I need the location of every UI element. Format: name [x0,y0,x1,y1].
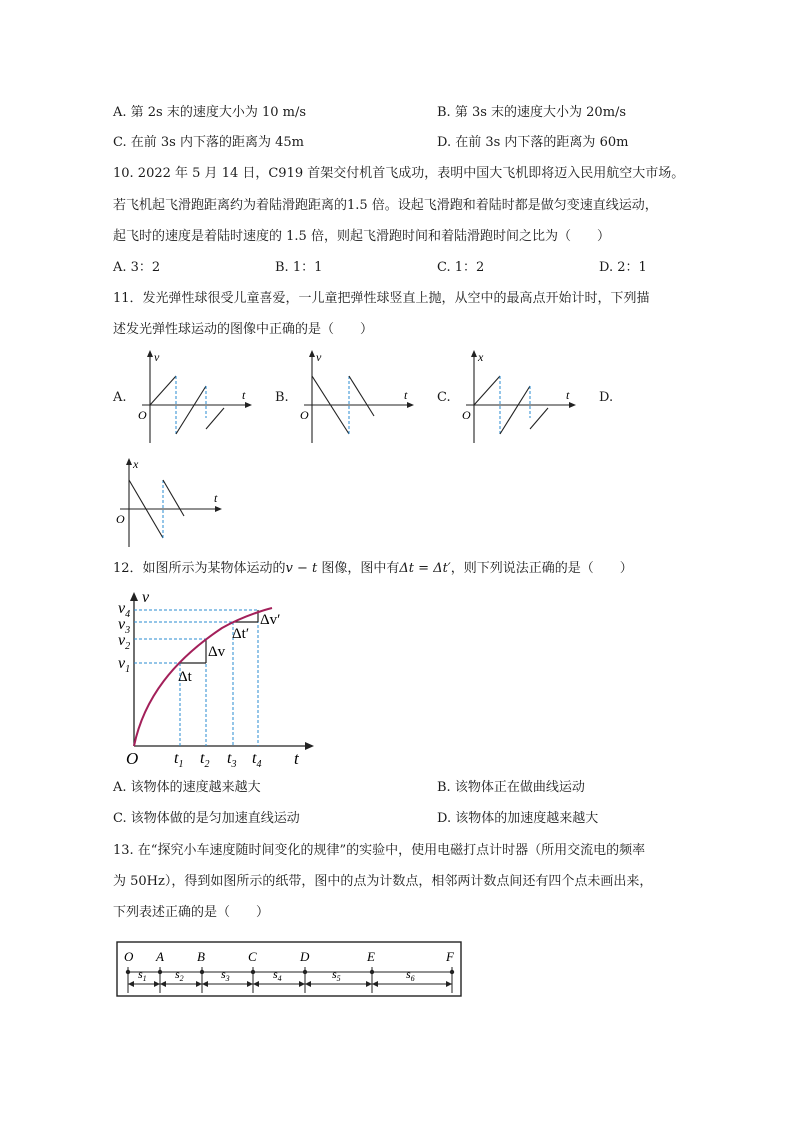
q12-option-b: B. 该物体正在做曲线运动 [437,780,585,795]
q13-seg-s4-sub: 4 [277,974,282,983]
q13-point-c: C [248,949,257,964]
q13-point-o: O [124,949,134,964]
q10-option-d: D. 2：1 [599,260,647,275]
q10-option-c: C. 1：2 [437,260,485,275]
q13-seg-s2: s [175,967,180,981]
q12-label-t1-sub: 1 [178,759,184,770]
q10-stem-line-3: 起飞时的速度是着陆时速度的 1.5 倍，则起飞滑跑时间和着陆滑跑时间之比为（ ） [113,229,610,244]
q12-label-v4: v [118,600,126,617]
q11-graph-a-xlabel: t [242,388,246,402]
q13-paper-tape [116,941,464,999]
q11-option-c-letter: C. [437,390,451,405]
q12-stem-math-vt: v − t [285,561,318,576]
q13-seg-s2-sub: 2 [179,974,184,983]
q10-stem-line-2: 若飞机起飞滑跑距离约为着陆滑跑距离的1.5 倍。设起飞滑跑和着陆时都是做匀变速直线运动， [113,198,658,213]
q12-label-v4-sub: 4 [125,609,131,620]
svg-text:s6 [406,967,415,983]
q11-option-d-letter: D. [599,390,614,405]
q11-graph-b-ylabel: v [316,350,322,364]
q12-label-t-axis: t [294,749,299,768]
q13-seg-s6-sub: 6 [410,974,415,983]
q13-point-f: F [446,949,454,964]
q13-seg-s3: s [221,967,226,981]
q12-stem-prefix: 12．如图所示为某物体运动的 [113,561,286,576]
q12-stem-math-dt: Δt = Δt′ [399,561,451,576]
q9-option-d: D. 在前 3s 内下落的距离为 60m [437,135,629,150]
q12-label-v3: v [118,616,126,633]
q9-option-a: A. 第 2s 末的速度大小为 10 m/s [113,105,307,120]
q11-graph-d-ylabel: x [133,457,139,471]
q11-stem-line-2: 述发光弹性球运动的图像中正确的是（ ） [113,322,374,337]
q10-option-a: A. 3：2 [113,260,161,275]
svg-text:t4 [252,750,261,770]
q13-stem-line-3: 下列表述正确的是（ ） [113,905,270,920]
q11-option-b-letter: B. [275,390,289,405]
q12-label-t1: t [174,750,179,767]
q13-point-e: E [367,949,375,964]
q12-label-v3-sub: 3 [125,625,131,636]
q12-label-t2: t [200,750,205,767]
svg-text:s2 [175,967,184,983]
svg-text:v1 [118,655,130,675]
svg-text:t3 [227,750,236,770]
q13-stem-line-2: 为 50Hz），得到如图所示的纸带，图中的点为计数点，相邻两计数点间还有四个点未画出来， [113,874,653,889]
q11-stem-line-1: 11．发光弹性球很受儿童喜爱，一儿童把弹性球竖直上抛，从空中的最高点开始计时，下列描 [113,291,650,306]
q12-label-v2: v [118,632,126,649]
q11-graph-a-ylabel: v [154,350,160,364]
q12-label-delta-v-prime: Δv′ [260,612,281,628]
q13-seg-s5-sub: 5 [336,974,341,983]
q13-seg-s6: s [406,967,411,981]
q9-option-b: B. 第 3s 末的速度大小为 20m/s [437,105,627,120]
q12-label-t4-sub: 4 [256,759,262,770]
q11-graph-a-origin: O [138,408,147,422]
q13-point-b: B [197,949,205,964]
q12-label-v-axis: v [142,589,150,606]
q13-seg-s4: s [273,967,278,981]
svg-text:s5 [332,967,341,983]
q13-point-a: A [156,949,164,964]
q12-stem-suffix: ，则下列说法正确的是（ ） [450,561,633,576]
q11-graph-b [292,348,422,448]
q12-label-t4: t [252,750,257,767]
q13-seg-s3-sub: 3 [225,974,230,983]
svg-text:s4 [273,967,282,983]
q12-option-d: D. 该物体的加速度越来越大 [437,811,599,826]
q12-stem-middle: 图像，图中有 [317,561,400,576]
q13-seg-s1-sub: 1 [142,974,147,983]
q10-stem-line-1: 10. 2022 年 5 月 14 日，C919 首架交付机首飞成功，表明中国大飞机即将迈入民用航空大市场。 [113,166,685,181]
q12-curve [134,608,272,746]
svg-text:t1 [174,750,183,770]
q9-option-c: C. 在前 3s 内下落的距离为 45m [113,135,304,150]
q13-point-d: D [300,949,310,964]
q10-option-b: B. 1：1 [275,260,323,275]
q11-graph-b-origin: O [300,408,309,422]
svg-text:s3 [221,967,230,983]
q12-label-origin: O [126,749,139,768]
q12-vt-graph [112,588,322,770]
q11-graph-d-origin: O [116,512,125,526]
q12-label-v1: v [118,655,126,672]
q12-label-t3-sub: 3 [231,759,237,770]
q12-label-delta-t-prime: Δt′ [232,626,250,642]
q11-graph-c [454,348,584,448]
q11-graph-c-ylabel: x [478,350,484,364]
q13-seg-s5: s [332,967,337,981]
svg-text:t2 [200,750,209,770]
q11-graph-c-xlabel: t [566,388,570,402]
q13-stem-line-1: 13. 在“探究小车速度随时间变化的规律”的实验中，使用电磁打点计时器（所用交流电的频率 [113,843,646,858]
q12-label-t3: t [227,750,232,767]
q12-stem [113,560,633,578]
q11-graph-d-xlabel: t [214,491,218,505]
q11-graph-c-origin: O [462,408,471,422]
q13-seg-s1: s [138,967,143,981]
q11-graph-d [110,452,240,552]
q12-label-delta-v: Δv [208,644,226,660]
q12-label-delta-t: Δt [178,669,192,685]
q12-label-v1-sub: 1 [125,664,131,675]
q12-option-a: A. 该物体的速度越来越大 [113,780,261,795]
svg-text:s1 [138,967,147,983]
q12-label-v2-sub: 2 [125,641,131,652]
q12-label-t2-sub: 2 [204,759,210,770]
q11-graph-a [130,348,260,448]
q12-option-c: C. 该物体做的是匀加速直线运动 [113,811,300,826]
q11-option-a-letter: A. [113,390,127,405]
q11-graph-b-xlabel: t [404,388,408,402]
